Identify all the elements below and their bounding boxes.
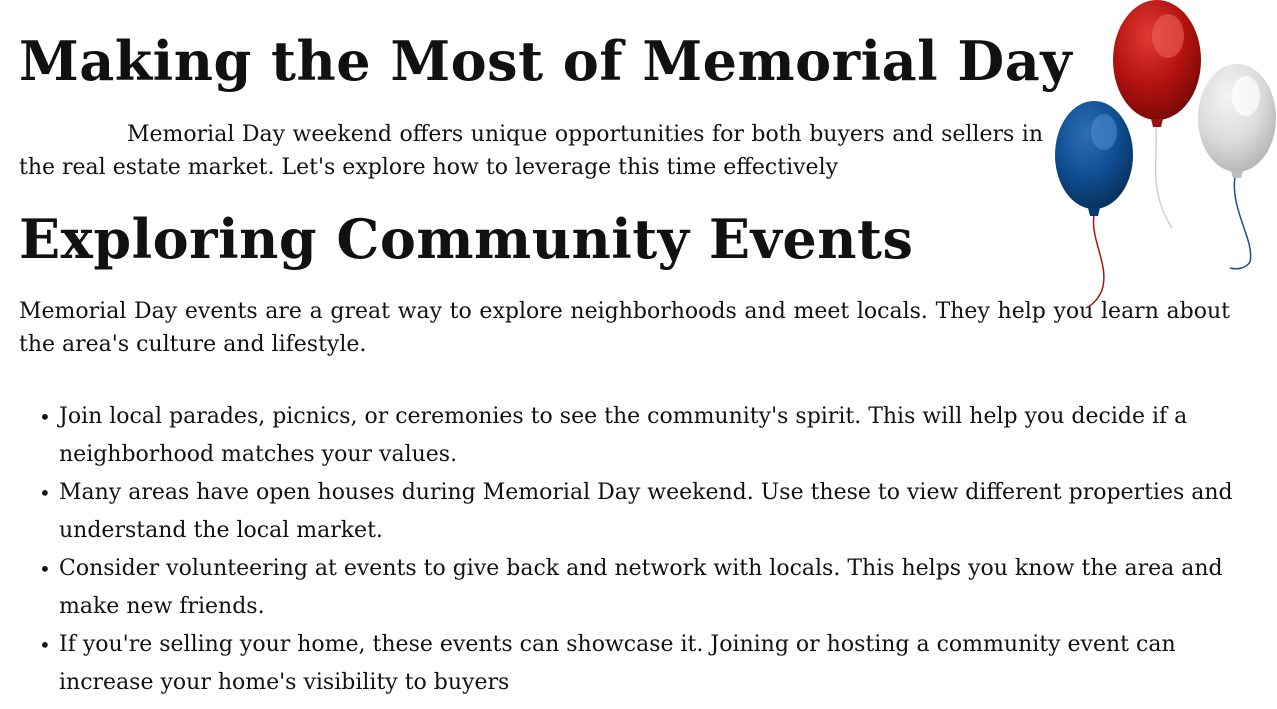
page-title: Making the Most of Memorial Day xyxy=(19,29,1073,93)
bullet-list xyxy=(19,398,1259,702)
balloon-string xyxy=(1230,176,1251,269)
list-item: • Consider volunteering at events to give back and network with locals. This helps you know the area and make new friends. xyxy=(59,550,1259,626)
balloon-string xyxy=(1086,215,1104,308)
list-item: • Join local parades, picnics, or ceremonies to see the community's spirit. This will help you decide if a neighborhood matches your values. xyxy=(59,398,1259,474)
balloon-string xyxy=(1156,126,1172,228)
section-heading: Exploring Community Events xyxy=(19,207,914,271)
intro-paragraph: Memorial Day weekend offers unique opportunities for both buyers and sellers in the real estate market. Let's explore how to leverage this time effectively xyxy=(19,122,1043,180)
list-item: • If you're selling your home, these events can showcase it. Joining or hosting a community event can increase your home's visibility to buyers xyxy=(59,626,1259,702)
white-balloon xyxy=(1198,64,1276,178)
section-paragraph: Memorial Day events are a great way to explore neighborhoods and meet locals. They help you learn about the area's culture and lifestyle. xyxy=(19,299,1230,357)
list-item: • Many areas have open houses during Memorial Day weekend. Use these to view different properties and understand the local market. xyxy=(59,474,1259,550)
blue-balloon xyxy=(1055,101,1133,216)
balloons-illustration xyxy=(1040,0,1277,310)
red-balloon xyxy=(1113,0,1201,127)
